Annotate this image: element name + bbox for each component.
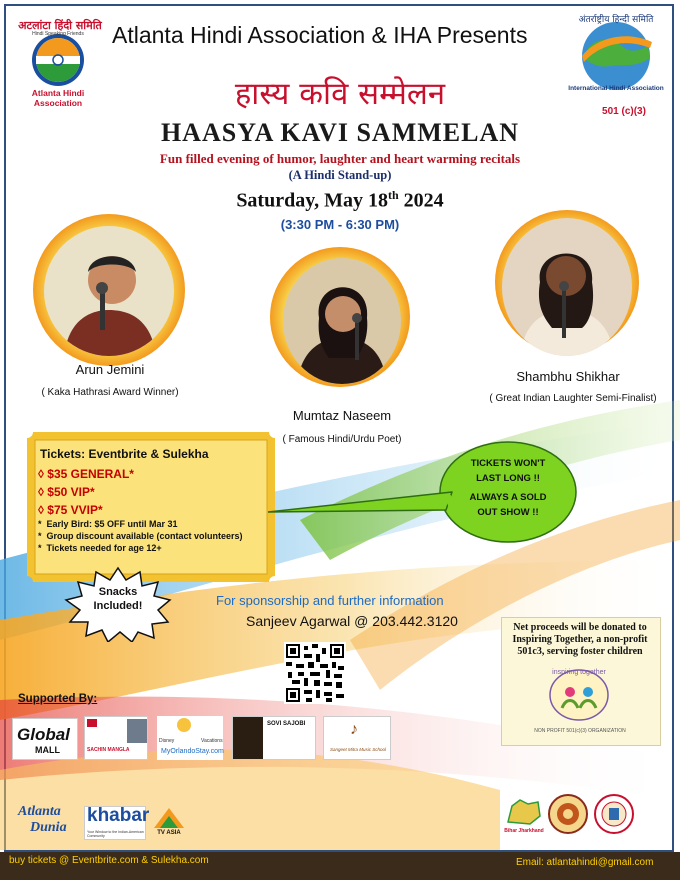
ticket-note: * Early Bird: $5 OFF until Mar 31 [38,519,178,529]
sun-icon [177,718,191,732]
performer-photo-1 [44,226,174,356]
event-subtag: (A Hindi Stand-up) [288,168,392,182]
event-date-year: 2024 [398,189,444,212]
sponsor-global-mall [12,718,78,760]
performer-name-3: Shambhu Shikhar [516,369,620,384]
donation-text: Net proceeds will be donated to Inspiring Together, a non-profit 501c3, serving foster children [512,622,648,657]
bihar-map-icon [504,796,544,826]
qr-code[interactable] [284,642,346,704]
sponsor-sovi-sajobi [232,716,316,760]
ticket-note: * Tickets needed for age 12+ [38,543,162,553]
bihar-text: Bihar Jharkhand [504,828,544,834]
ticket-prices [38,465,134,519]
aha-logo-mid-text: Hindi Speaking Friends [32,31,84,37]
atlanta-dunia-line1: Atlanta [18,804,61,819]
sponsor-tv-asia [152,806,186,840]
khabar-sub: Your Window to the Indian-American Community [87,830,144,838]
event-date-suffix: th [388,188,399,202]
snacks-line: Snacks [98,586,138,598]
ticket-price-general: ◊ $35 GENERAL* [38,467,134,481]
sangeet-name: Sangeet Mitra Music School [329,747,387,752]
georgia-seal-icon [594,794,634,834]
global-mall-sub: MALL [35,745,60,755]
event-date [0,188,680,213]
ticket-note-text: Group discount available (contact volunteers) [46,531,243,541]
bubble-text [448,456,568,520]
orlando-sub2: Vacations [201,738,223,744]
bubble-line: OUT SHOW !! [477,507,539,518]
event-date-prefix: Saturday, May 18 [236,189,388,212]
music-note-icon: ♪ [350,721,358,738]
ticket-notes [38,518,243,554]
price-general: $35 GENERAL* [47,467,134,481]
snacks-line: Included! [93,600,143,612]
sponsor-sachin-mangla [84,716,148,760]
event-tagline: Fun filled evening of humor, laughter and heart warming recitals [159,151,521,166]
ticket-note-text: Tickets needed for age 12+ [46,543,162,553]
performer-note-3: ( Great Indian Laughter Semi-Finalist) [489,393,657,404]
bubble-line: LAST LONG !! [476,473,540,484]
sponsorship-contact: Sanjeev Agarwal @ 203.442.3120 [246,613,458,629]
price-vip: $50 VIP* [47,485,95,499]
sponsorship-heading: For sponsorship and further information [216,593,444,608]
presenter-heading: Atlanta Hindi Association & IHA Presents [112,22,528,48]
performer-photo-3 [502,218,632,356]
sachin-name: SACHIN MANGLA [87,747,130,753]
tickets-title: Tickets: Eventbrite & Sulekha [40,447,209,461]
supported-by-label: Supported By: [18,693,98,705]
bubble-line: ALWAYS A SOLD [469,492,547,503]
ticket-note-text: Early Bird: $5 OFF until Mar 31 [46,519,178,529]
performer-name-1: Arun Jemini [75,362,145,377]
donation-org-note: NON PROFIT 501(c)(3) ORGANIZATION [534,728,626,734]
event-title: HAASYA KAVI SAMMELAN [160,118,520,147]
orlando-sub1: Disney [159,738,175,744]
performer-photo-2 [283,258,401,384]
sovi-image [233,717,263,759]
kw-icon [87,719,97,727]
iha-logo-top-text: अंतर्राष्ट्रीय हिन्दी समिति [578,15,654,25]
tv-asia-icon [152,806,186,830]
sponsor-myorlandostay [157,716,223,760]
inspiring-together-logo-text: inspiring together [552,669,606,676]
performer-note-1: ( Kaka Hathrasi Award Winner) [41,387,179,398]
footer-email[interactable]: Email: atlantahindi@gmail.com [516,857,654,868]
iha-logo-tag: 501 (c)(3) [602,106,646,117]
sponsor-atlanta-dunia [12,804,78,842]
event-time: (3:30 PM - 6:30 PM) [280,217,400,232]
tv-asia-text: TV ASIA [157,830,181,836]
ticket-price-vip: ◊ $50 VIP* [38,485,95,499]
person-icon [44,226,174,356]
hindi-event-title: हास्य कवि सम्मेलन [234,76,446,112]
global-mall-text: Global [17,725,70,744]
snacks-text [78,586,158,612]
iha-logo-bottom-text: International Hindi Association [568,85,664,92]
aha-logo-top-text: अटलांटा हिंदी समिति [18,19,102,32]
khabar-text: khabar [87,805,150,826]
price-vvip: $75 VVIP* [47,503,103,517]
sovi-name: SOVI SAJOBI [267,721,306,727]
bihar-jharkhand-logo [504,796,544,840]
performer-note-2: ( Famous Hindi/Urdu Poet) [282,434,402,445]
performer-name-2: Mumtaz Naseem [292,408,392,423]
orlando-site: MyOrlandoStay.com [161,748,224,755]
sponsor-sangeet-mitra [323,716,391,760]
sponsor-khabar [84,805,150,840]
bubble-line: TICKETS WON'T [470,458,546,469]
atlanta-dunia-line2: Dunia [30,820,67,835]
ticket-note: * Group discount available (contact volunteers) [38,531,243,541]
person-icon [283,258,401,384]
ticket-price-vvip: ◊ $75 VVIP* [38,503,103,517]
person-icon [502,218,632,356]
footer-ticket-info[interactable]: buy tickets @ Eventbrite.com & Sulekha.com [9,855,209,866]
aha-logo-bottom-text: Atlanta Hindi Association [31,88,85,108]
inspiring-together-logo [548,668,610,722]
community-seal-icon [548,794,588,834]
portrait-icon [127,719,147,743]
